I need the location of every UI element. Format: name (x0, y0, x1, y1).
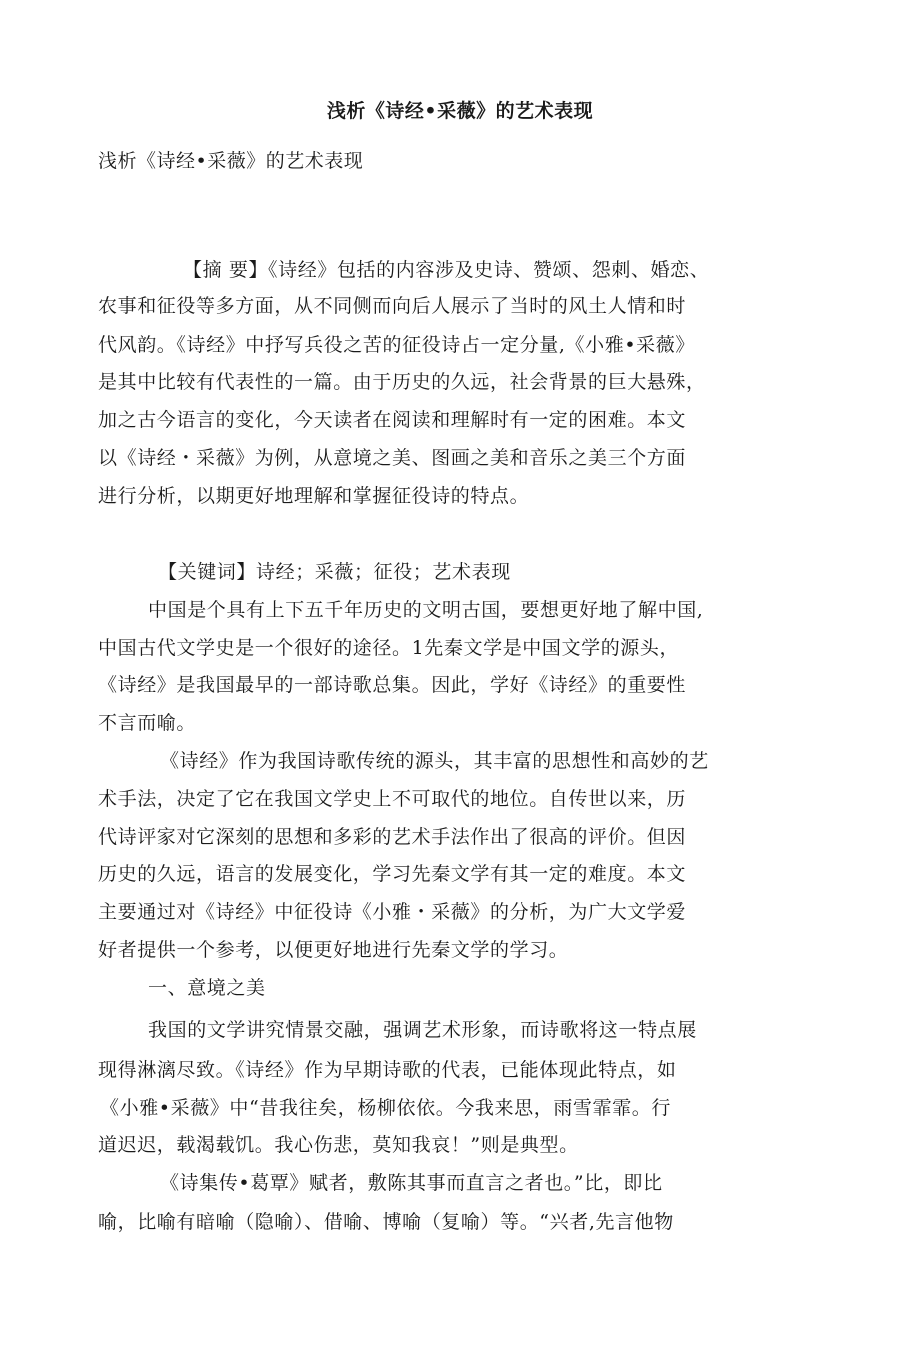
body-line: 历史的久远，语言的发展变化，学习先秦文学有其一定的难度。本文 (98, 863, 687, 885)
abstract-line: 农事和征役等多方面，从不同侧而向后人展示了当时的风土人情和时 (98, 295, 687, 317)
abstract-line: 以《诗经・采薇》为例，从意境之美、图画之美和音乐之美三个方面 (98, 447, 687, 469)
body-line: 代诗评家对它深刻的思想和多彩的艺术手法作出了很高的评价。但因 (98, 826, 687, 848)
body-line: 《诗经》作为我国诗歌传统的源头，其丰富的思想性和高妙的艺 (160, 750, 709, 772)
section-line: 《小雅•采薇》中“昔我往矣，杨柳依依。今我来思，雨雪霏霏。行 (100, 1097, 671, 1119)
last-line: 《诗集传•葛覃》赋者，敷陈其事而直言之者也。”比，即比 (160, 1172, 663, 1194)
intro-line: 《诗经》是我国最早的一部诗歌总集。因此，学好《诗经》的重要性 (98, 674, 687, 696)
section-line: 我国的文学讲究情景交融，强调艺术形象，而诗歌将这一特点展 (148, 1019, 697, 1041)
intro-line: 中国古代文学史是一个很好的途径。1先秦文学是中国文学的源头， (98, 637, 680, 659)
abstract-line: 代风韵。《诗经》中抒写兵役之苦的征役诗占一定分量,《小雅•采薇》 (98, 334, 695, 356)
last-line: 喻，比喻有暗喻（隐喻）、借喻、博喻（复喻）等。“兴者,先言他物 (98, 1211, 674, 1233)
document-subtitle: 浅析《诗经•采薇》的艺术表现 (98, 150, 364, 172)
section-line: 道迟迟，载渴载饥。我心伤悲，莫知我哀！”则是典型。 (98, 1134, 579, 1156)
document-title: 浅析《诗经•采薇》的艺术表现 (326, 100, 594, 122)
body-line: 主要通过对《诗经》中征役诗《小雅・采薇》的分析，为广大文学爱 (98, 901, 687, 923)
body-line: 好者提供一个参考，以便更好地进行先秦文学的学习。 (98, 939, 569, 961)
intro-line: 中国是个具有上下五千年历史的文明古国，要想更好地了解中国, (148, 599, 704, 621)
abstract-line: 进行分析，以期更好地理解和掌握征役诗的特点。 (98, 485, 530, 507)
section-line: 现得淋漓尽致。《诗经》作为早期诗歌的代表，已能体现此特点，如 (98, 1059, 677, 1081)
intro-line: 不言而喻。 (98, 712, 197, 734)
abstract-line: 是其中比较有代表性的一篇。由于历史的久远，社会背景的巨大悬殊， (98, 371, 706, 393)
section-heading: 一、意境之美 (148, 977, 266, 999)
abstract-line: 加之古今语言的变化，今天读者在阅读和理解时有一定的困难。本文 (98, 409, 687, 431)
keywords-line: 【关键词】诗经；采薇；征役；艺术表现 (158, 561, 511, 583)
body-line: 术手法，决定了它在我国文学史上不可取代的地位。自传世以来，历 (98, 788, 687, 810)
abstract-line: 【摘 要】《诗经》包括的内容涉及史诗、赞颂、怨刺、婚恋、 (183, 259, 710, 281)
